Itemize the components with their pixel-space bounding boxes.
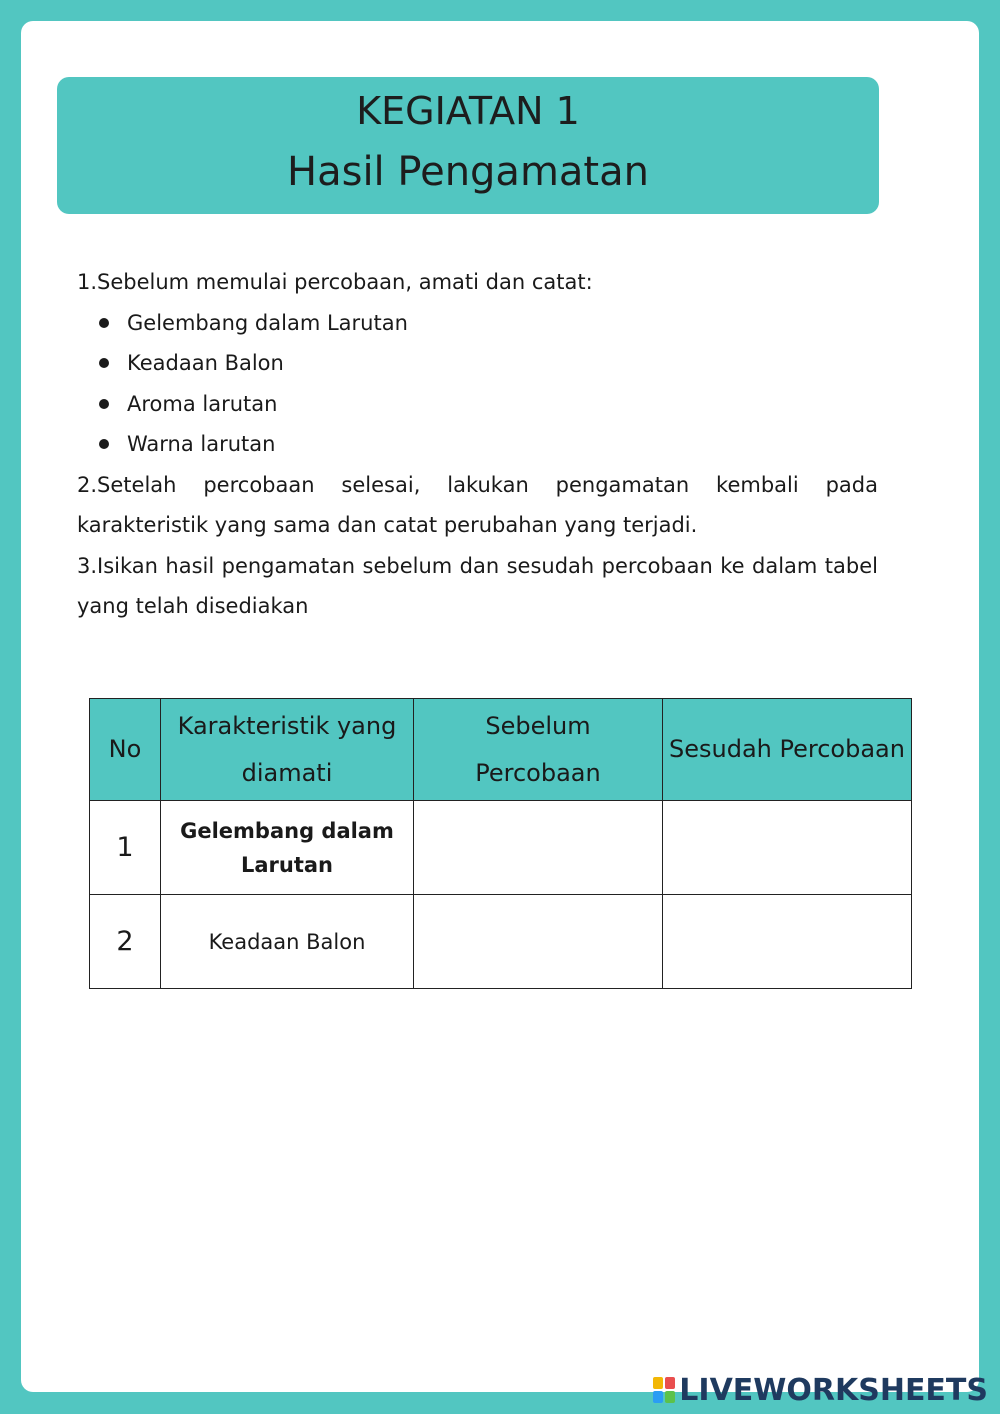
activity-title: KEGIATAN 1 (356, 89, 580, 133)
activity-subtitle: Hasil Pengamatan (287, 149, 649, 195)
bullet-icon (99, 358, 109, 368)
instructions (77, 262, 878, 627)
row-characteristic: Keadaan Balon (161, 895, 414, 989)
after-answer-cell[interactable] (663, 895, 912, 989)
list-item: Aroma larutan (77, 384, 878, 425)
bullet-icon (99, 399, 109, 409)
instruction-step-3: 3.Isikan hasil pengamatan sebelum dan sesudah percobaan ke dalam tabel yang telah disediakan (77, 553, 878, 618)
row-number: 2 (90, 895, 161, 989)
table-row (90, 895, 912, 989)
header-no: No (90, 699, 161, 801)
liveworksheets-logo-icon (653, 1377, 675, 1403)
before-answer-cell[interactable] (414, 801, 663, 895)
before-answer-cell[interactable] (414, 895, 663, 989)
bullet-icon (99, 318, 109, 328)
table-row (90, 801, 912, 895)
title-banner (57, 77, 879, 214)
header-characteristic: Karakteristik yang diamati (161, 699, 414, 801)
table-header-row (90, 699, 912, 801)
list-item: Gelembang dalam Larutan (77, 303, 878, 344)
instruction-step-1: 1.Sebelum memulai percobaan, amati dan catat: (77, 270, 593, 294)
header-before: Sebelum Percobaan (414, 699, 663, 801)
row-number: 1 (90, 801, 161, 895)
brand-name: LIVEWORKSHEETS (679, 1372, 988, 1408)
observation-table (89, 698, 912, 989)
after-answer-cell[interactable] (663, 801, 912, 895)
observation-list (77, 303, 878, 465)
list-item: Warna larutan (77, 424, 878, 465)
liveworksheets-brand (653, 1372, 988, 1408)
instruction-step-2: 2.Setelah percobaan selesai, lakukan pengamatan kembali pada karakteristik yang sama dan catat perubahan yang terjadi. (77, 472, 878, 537)
bullet-icon (99, 439, 109, 449)
header-after: Sesudah Percobaan (663, 699, 912, 801)
row-characteristic: Gelembang dalam Larutan (161, 801, 414, 895)
list-item: Keadaan Balon (77, 343, 878, 384)
